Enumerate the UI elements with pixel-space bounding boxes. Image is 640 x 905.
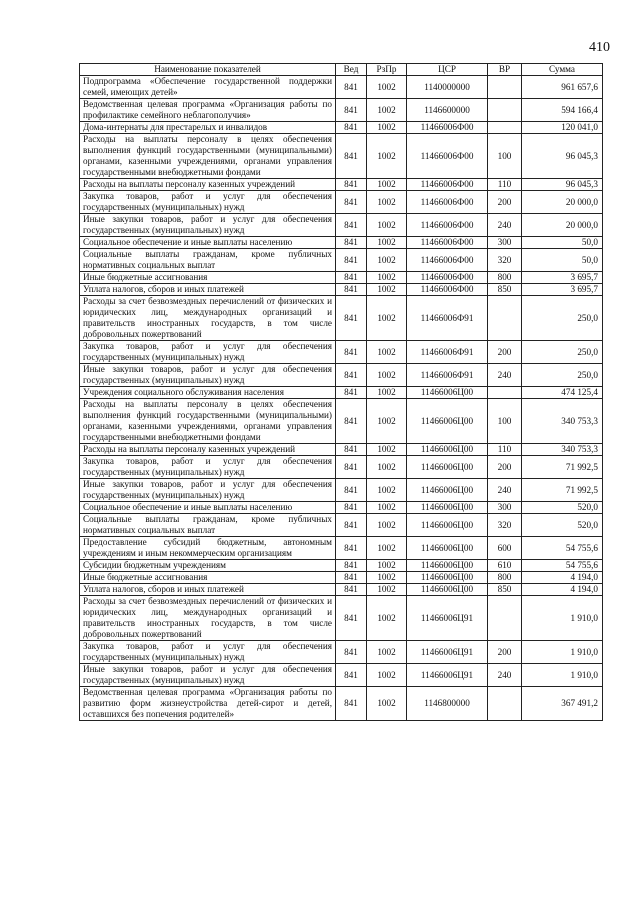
cell-rzpr: 1002 <box>367 284 407 296</box>
table-row <box>80 687 603 721</box>
table-row <box>80 179 603 191</box>
cell-vr <box>488 387 522 399</box>
cell-vr: 240 <box>488 479 522 502</box>
table-row <box>80 572 603 584</box>
cell-csr: 11466006Ф00 <box>407 191 488 214</box>
cell-sum: 96 045,3 <box>522 134 603 179</box>
cell-csr: 11466006Ц91 <box>407 641 488 664</box>
cell-ved: 841 <box>336 502 367 514</box>
cell-sum: 50,0 <box>522 237 603 249</box>
cell-rzpr: 1002 <box>367 456 407 479</box>
cell-sum: 520,0 <box>522 502 603 514</box>
cell-rzpr: 1002 <box>367 179 407 191</box>
cell-sum: 250,0 <box>522 296 603 341</box>
cell-ved: 841 <box>336 122 367 134</box>
cell-ved: 841 <box>336 249 367 272</box>
cell-csr: 11466006Ц91 <box>407 596 488 641</box>
cell-name: Предоставление субсидий бюджетным, автономным учреждениям и иным некоммерческим организациям <box>80 537 336 560</box>
cell-vr <box>488 122 522 134</box>
cell-csr: 1146600000 <box>407 99 488 122</box>
cell-name: Иные бюджетные ассигнования <box>80 572 336 584</box>
cell-vr: 800 <box>488 572 522 584</box>
cell-csr: 11466006Ф00 <box>407 237 488 249</box>
cell-sum: 54 755,6 <box>522 537 603 560</box>
cell-rzpr: 1002 <box>367 399 407 444</box>
cell-vr: 240 <box>488 664 522 687</box>
cell-vr: 240 <box>488 214 522 237</box>
table-row <box>80 122 603 134</box>
cell-rzpr: 1002 <box>367 296 407 341</box>
cell-sum: 3 695,7 <box>522 272 603 284</box>
cell-ved: 841 <box>336 596 367 641</box>
cell-vr <box>488 596 522 641</box>
budget-table <box>79 63 603 721</box>
cell-rzpr: 1002 <box>367 664 407 687</box>
cell-sum: 520,0 <box>522 514 603 537</box>
table-row <box>80 237 603 249</box>
cell-name: Подпрограмма «Обеспечение государственной поддержки семей, имеющих детей» <box>80 76 336 99</box>
cell-csr: 11466006Ц91 <box>407 664 488 687</box>
cell-ved: 841 <box>336 76 367 99</box>
cell-sum: 50,0 <box>522 249 603 272</box>
header-name: Наименование показателей <box>80 64 336 76</box>
cell-ved: 841 <box>336 664 367 687</box>
header-vr: ВР <box>488 64 522 76</box>
cell-vr: 320 <box>488 249 522 272</box>
cell-ved: 841 <box>336 191 367 214</box>
cell-vr: 240 <box>488 364 522 387</box>
cell-ved: 841 <box>336 456 367 479</box>
cell-rzpr: 1002 <box>367 214 407 237</box>
cell-vr: 200 <box>488 341 522 364</box>
cell-name: Иные закупки товаров, работ и услуг для обеспечения государственных (муниципальных) нужд <box>80 664 336 687</box>
table-row <box>80 272 603 284</box>
cell-name: Ведомственная целевая программа «Организация работы по развитию форм жизнеустройства детей-сирот и детей, оставшихся без попечения родителей» <box>80 687 336 721</box>
cell-name: Расходы на выплаты персоналу казенных учреждений <box>80 444 336 456</box>
cell-ved: 841 <box>336 584 367 596</box>
cell-sum: 71 992,5 <box>522 456 603 479</box>
cell-sum: 594 166,4 <box>522 99 603 122</box>
cell-vr <box>488 296 522 341</box>
cell-name: Уплата налогов, сборов и иных платежей <box>80 584 336 596</box>
cell-name: Расходы на выплаты персоналу в целях обеспечения выполнения функций государственными (муниципальными) органами, казенными учреждениями, органами управления государственными внебюджетными фондами <box>80 399 336 444</box>
cell-ved: 841 <box>336 399 367 444</box>
cell-name: Социальные выплаты гражданам, кроме публичных нормативных социальных выплат <box>80 514 336 537</box>
cell-name: Социальные выплаты гражданам, кроме публичных нормативных социальных выплат <box>80 249 336 272</box>
cell-rzpr: 1002 <box>367 134 407 179</box>
cell-vr: 110 <box>488 444 522 456</box>
cell-name: Ведомственная целевая программа «Организация работы по профилактике семейного неблагополучия» <box>80 99 336 122</box>
table-row <box>80 134 603 179</box>
cell-vr: 300 <box>488 502 522 514</box>
cell-name: Закупка товаров, работ и услуг для обеспечения государственных (муниципальных) нужд <box>80 641 336 664</box>
cell-ved: 841 <box>336 134 367 179</box>
cell-ved: 841 <box>336 479 367 502</box>
cell-name: Иные закупки товаров, работ и услуг для обеспечения государственных (муниципальных) нужд <box>80 364 336 387</box>
cell-sum: 20 000,0 <box>522 214 603 237</box>
table-header <box>80 64 603 76</box>
cell-ved: 841 <box>336 537 367 560</box>
cell-vr: 200 <box>488 191 522 214</box>
cell-vr: 320 <box>488 514 522 537</box>
table-body <box>80 76 603 721</box>
table-row <box>80 537 603 560</box>
cell-csr: 11466006Ц00 <box>407 537 488 560</box>
cell-sum: 1 910,0 <box>522 641 603 664</box>
cell-ved: 841 <box>336 387 367 399</box>
cell-vr: 100 <box>488 399 522 444</box>
cell-csr: 11466006Ф00 <box>407 214 488 237</box>
cell-vr: 100 <box>488 134 522 179</box>
cell-sum: 71 992,5 <box>522 479 603 502</box>
cell-rzpr: 1002 <box>367 99 407 122</box>
cell-csr: 11466006Ц00 <box>407 502 488 514</box>
cell-csr: 11466006Ф00 <box>407 284 488 296</box>
cell-ved: 841 <box>336 641 367 664</box>
cell-rzpr: 1002 <box>367 122 407 134</box>
table-row <box>80 514 603 537</box>
cell-name: Закупка товаров, работ и услуг для обеспечения государственных (муниципальных) нужд <box>80 191 336 214</box>
cell-csr: 11466006Ц00 <box>407 572 488 584</box>
cell-vr: 200 <box>488 641 522 664</box>
cell-sum: 250,0 <box>522 341 603 364</box>
cell-name: Расходы за счет безвозмездных перечислений от физических и юридических лиц, международных организаций и правительств иностранных государств, в том числе добровольных пожертвований <box>80 296 336 341</box>
cell-name: Расходы на выплаты персоналу казенных учреждений <box>80 179 336 191</box>
cell-csr: 11466006Ф00 <box>407 134 488 179</box>
cell-csr: 11466006Ц00 <box>407 514 488 537</box>
header-rzpr: РзПр <box>367 64 407 76</box>
table-row <box>80 560 603 572</box>
cell-rzpr: 1002 <box>367 191 407 214</box>
table-row <box>80 399 603 444</box>
table-row <box>80 479 603 502</box>
cell-rzpr: 1002 <box>367 76 407 99</box>
cell-rzpr: 1002 <box>367 364 407 387</box>
cell-name: Иные закупки товаров, работ и услуг для обеспечения государственных (муниципальных) нужд <box>80 479 336 502</box>
cell-ved: 841 <box>336 514 367 537</box>
table-row <box>80 341 603 364</box>
table-row <box>80 364 603 387</box>
cell-ved: 841 <box>336 284 367 296</box>
cell-name: Закупка товаров, работ и услуг для обеспечения государственных (муниципальных) нужд <box>80 456 336 479</box>
table-row <box>80 444 603 456</box>
cell-rzpr: 1002 <box>367 341 407 364</box>
cell-rzpr: 1002 <box>367 641 407 664</box>
cell-csr: 11466006Ф00 <box>407 272 488 284</box>
table-row <box>80 99 603 122</box>
cell-ved: 841 <box>336 364 367 387</box>
cell-rzpr: 1002 <box>367 387 407 399</box>
cell-rzpr: 1002 <box>367 479 407 502</box>
header-csr: ЦСР <box>407 64 488 76</box>
cell-name: Дома-интернаты для престарелых и инвалидов <box>80 122 336 134</box>
cell-rzpr: 1002 <box>367 537 407 560</box>
cell-sum: 4 194,0 <box>522 584 603 596</box>
cell-vr <box>488 687 522 721</box>
cell-csr: 11466006Ф00 <box>407 179 488 191</box>
cell-name: Социальное обеспечение и иные выплаты населению <box>80 502 336 514</box>
table-row <box>80 387 603 399</box>
cell-sum: 3 695,7 <box>522 284 603 296</box>
cell-csr: 11466006Ц00 <box>407 444 488 456</box>
cell-ved: 841 <box>336 296 367 341</box>
table-row <box>80 214 603 237</box>
cell-ved: 841 <box>336 99 367 122</box>
cell-csr: 11466006Ц00 <box>407 456 488 479</box>
cell-ved: 841 <box>336 560 367 572</box>
cell-csr: 11466006Ц00 <box>407 399 488 444</box>
cell-rzpr: 1002 <box>367 584 407 596</box>
cell-rzpr: 1002 <box>367 596 407 641</box>
cell-csr: 11466006Ф91 <box>407 364 488 387</box>
cell-sum: 367 491,2 <box>522 687 603 721</box>
table-row <box>80 284 603 296</box>
table-row <box>80 664 603 687</box>
cell-sum: 1 910,0 <box>522 664 603 687</box>
cell-rzpr: 1002 <box>367 444 407 456</box>
cell-ved: 841 <box>336 237 367 249</box>
cell-sum: 96 045,3 <box>522 179 603 191</box>
cell-csr: 11466006Ф91 <box>407 296 488 341</box>
cell-sum: 340 753,3 <box>522 444 603 456</box>
cell-vr: 300 <box>488 237 522 249</box>
cell-rzpr: 1002 <box>367 572 407 584</box>
cell-sum: 340 753,3 <box>522 399 603 444</box>
table-row <box>80 76 603 99</box>
cell-sum: 54 755,6 <box>522 560 603 572</box>
cell-rzpr: 1002 <box>367 687 407 721</box>
cell-name: Учреждения социального обслуживания населения <box>80 387 336 399</box>
table-row <box>80 296 603 341</box>
cell-sum: 120 041,0 <box>522 122 603 134</box>
cell-csr: 1140000000 <box>407 76 488 99</box>
table-row <box>80 456 603 479</box>
cell-rzpr: 1002 <box>367 249 407 272</box>
cell-sum: 961 657,6 <box>522 76 603 99</box>
cell-ved: 841 <box>336 444 367 456</box>
table-row <box>80 584 603 596</box>
cell-sum: 474 125,4 <box>522 387 603 399</box>
cell-sum: 20 000,0 <box>522 191 603 214</box>
cell-name: Иные закупки товаров, работ и услуг для обеспечения государственных (муниципальных) нужд <box>80 214 336 237</box>
cell-sum: 250,0 <box>522 364 603 387</box>
cell-name: Уплата налогов, сборов и иных платежей <box>80 284 336 296</box>
cell-csr: 11466006Ф91 <box>407 341 488 364</box>
cell-name: Закупка товаров, работ и услуг для обеспечения государственных (муниципальных) нужд <box>80 341 336 364</box>
cell-rzpr: 1002 <box>367 560 407 572</box>
cell-rzpr: 1002 <box>367 237 407 249</box>
cell-sum: 1 910,0 <box>522 596 603 641</box>
cell-ved: 841 <box>336 687 367 721</box>
cell-vr: 850 <box>488 284 522 296</box>
cell-vr: 850 <box>488 584 522 596</box>
cell-rzpr: 1002 <box>367 514 407 537</box>
cell-vr: 200 <box>488 456 522 479</box>
cell-vr: 800 <box>488 272 522 284</box>
cell-name: Иные бюджетные ассигнования <box>80 272 336 284</box>
cell-ved: 841 <box>336 214 367 237</box>
cell-csr: 11466006Ц00 <box>407 584 488 596</box>
cell-ved: 841 <box>336 341 367 364</box>
cell-rzpr: 1002 <box>367 272 407 284</box>
table-row <box>80 502 603 514</box>
page-number: 410 <box>589 40 610 55</box>
cell-csr: 11466006Ц00 <box>407 479 488 502</box>
table-row <box>80 191 603 214</box>
cell-ved: 841 <box>336 272 367 284</box>
header-sum: Сумма <box>522 64 603 76</box>
cell-csr: 11466006Ц00 <box>407 387 488 399</box>
table-row <box>80 641 603 664</box>
cell-name: Расходы за счет безвозмездных перечислений от физических и юридических лиц, международных организаций и правительств иностранных государств, в том числе добровольных пожертвований <box>80 596 336 641</box>
cell-name: Социальное обеспечение и иные выплаты населению <box>80 237 336 249</box>
cell-sum: 4 194,0 <box>522 572 603 584</box>
cell-csr: 1146800000 <box>407 687 488 721</box>
cell-vr <box>488 76 522 99</box>
cell-vr: 110 <box>488 179 522 191</box>
cell-vr: 610 <box>488 560 522 572</box>
cell-name: Расходы на выплаты персоналу в целях обеспечения выполнения функций государственными (муниципальными) органами, казенными учреждениями, органами управления государственными внебюджетными фондами <box>80 134 336 179</box>
cell-csr: 11466006Ф00 <box>407 122 488 134</box>
cell-ved: 841 <box>336 179 367 191</box>
cell-name: Субсидии бюджетным учреждениям <box>80 560 336 572</box>
cell-vr <box>488 99 522 122</box>
cell-csr: 11466006Ц00 <box>407 560 488 572</box>
cell-rzpr: 1002 <box>367 502 407 514</box>
cell-vr: 600 <box>488 537 522 560</box>
cell-ved: 841 <box>336 572 367 584</box>
table-row <box>80 249 603 272</box>
cell-csr: 11466006Ф00 <box>407 249 488 272</box>
header-ved: Вед <box>336 64 367 76</box>
table-row <box>80 596 603 641</box>
